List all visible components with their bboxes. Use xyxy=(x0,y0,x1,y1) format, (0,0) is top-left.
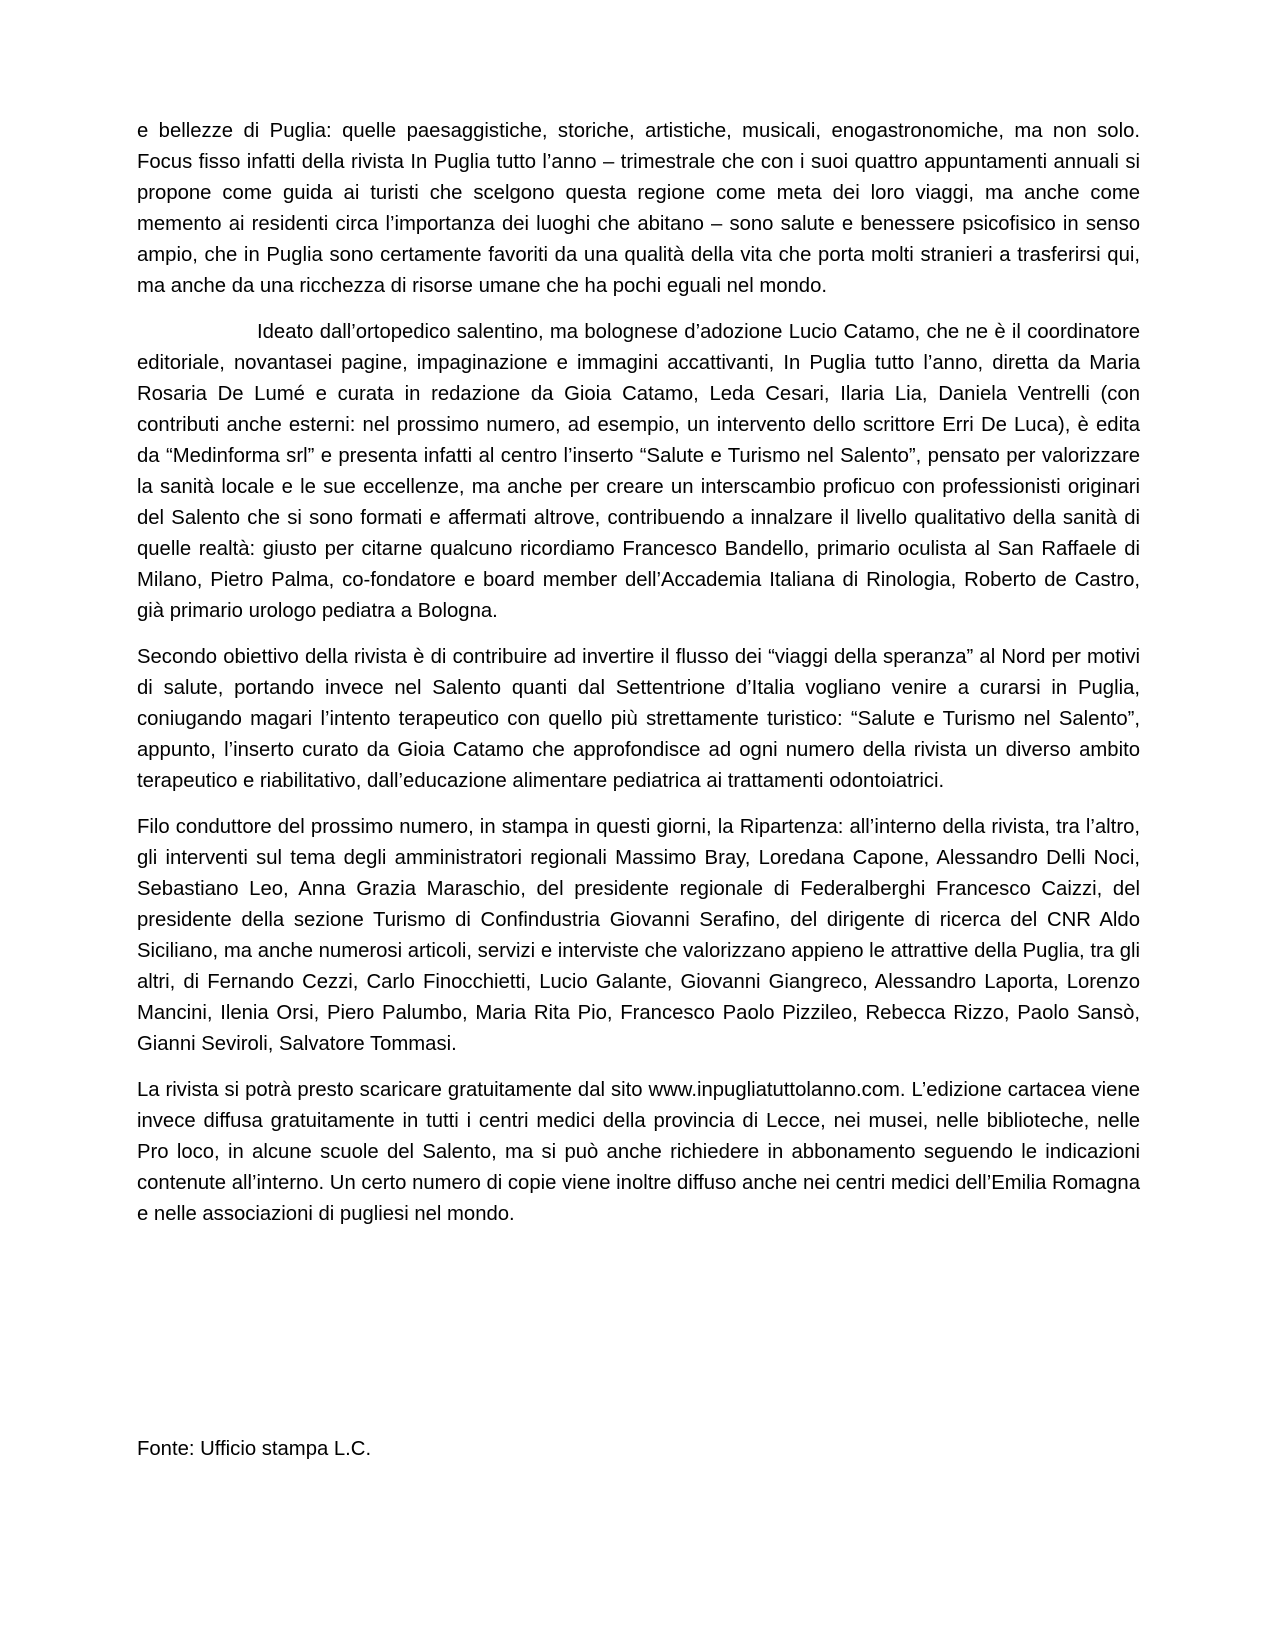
paragraph-1: e bellezze di Puglia: quelle paesaggistiche, storiche, artistiche, musicali, enogastronomiche, ma non solo. Focus fisso infatti della rivista In Puglia tutto l’anno – trimestrale che con i suoi quattro appuntamenti annuali si propone come guida ai turisti che scelgono questa regione come meta dei loro viaggi, ma anche come memento ai residenti circa l’importanza dei luoghi che abitano – sono salute e benessere psicofisico in senso ampio, che in Puglia sono certamente favoriti da una qualità della vita che porta molti stranieri a trasferirsi qui, ma anche da una ricchezza di risorse umane che ha pochi eguali nel mondo. xyxy=(137,120,1140,297)
paragraph-3: Secondo obiettivo della rivista è di contribuire ad invertire il flusso dei “viaggi della speranza” al Nord per motivi di salute, portando invece nel Salento quanti dal Settentrione d’Italia vogliano venire a curarsi in Puglia, coniugando magari l’intento terapeutico con quello più strettamente turistico: “Salute e Turismo nel Salento”, appunto, l’inserto curato da Gioia Catamo che approfondisce ad ogni numero della rivista un diverso ambito terapeutico e riabilitativo, dall’educazione alimentare pediatrica ai trattamenti odontoiatrici. xyxy=(137,646,1140,792)
paragraph-2-text: Ideato dall’ortopedico salentino, ma bolognese d’adozione Lucio Catamo, che ne è il coordinatore editoriale, novantasei pagine, impaginazione e immagini accattivanti, In Puglia tutto l’anno, diretta da Maria Rosaria De Lumé e curata in redazione da Gioia Catamo, Leda Cesari, Ilaria Lia, Daniela Ventrelli (con contributi anche esterni: nel prossimo numero, ad esempio, un intervento dello scrittore Erri De Luca), è edita da “Medinforma srl” e presenta infatti al centro l’inserto “Salute e Turismo nel Salento”, pensato per valorizzare la sanità locale e le sue eccellenze, ma anche per creare un interscambio proficuo con professionisti originari del Salento che si sono formati e affermati altrove, contribuendo a innalzare il livello qualitativo della sanità di quelle realtà: giusto per citarne qualcuno ricordiamo Francesco Bandello, primario oculista al San Raffaele di Milano, Pietro Palma, co-fondatore e board member dell’Accademia Italiana di Rinologia, Roberto de Castro, già primario urologo pediatra a Bologna. xyxy=(137,321,1140,622)
paragraph-5: La rivista si potrà presto scaricare gratuitamente dal sito www.inpugliatuttolanno.com. L’edizione cartacea viene invece diffusa gratuitamente in tutti i centri medici della provincia di Lecce, nei musei, nelle biblioteche, nelle Pro loco, in alcune scuole del Salento, ma si può anche richiedere in abbonamento seguendo le indicazioni contenute all’interno. Un certo numero di copie viene inoltre diffuso anche nei centri medici dell’Emilia Romagna e nelle associazioni di pugliesi nel mondo. xyxy=(137,1079,1140,1225)
paragraph-4: Filo conduttore del prossimo numero, in stampa in questi giorni, la Ripartenza: all’interno della rivista, tra l’altro, gli interventi sul tema degli amministratori regionali Massimo Bray, Loredana Capone, Alessandro Delli Noci, Sebastiano Leo, Anna Grazia Maraschio, del presidente regionale di Federalberghi Francesco Caizzi, del presidente della sezione Turismo di Confindustria Giovanni Serafino, del dirigente di ricerca del CNR Aldo Siciliano, ma anche numerosi articoli, servizi e interviste che valorizzano appieno le attrattive della Puglia, tra gli altri, di Fernando Cezzi, Carlo Finocchietti, Lucio Galante, Giovanni Giangreco, Alessandro Laporta, Lorenzo Mancini, Ilenia Orsi, Piero Palumbo, Maria Rita Pio, Francesco Paolo Pizzileo, Rebecca Rizzo, Paolo Sansò, Gianni Seviroli, Salvatore Tommasi. xyxy=(137,816,1140,1055)
paragraph-2 xyxy=(137,317,1140,627)
document-body xyxy=(137,116,1140,1245)
source-credit: Fonte: Ufficio stampa L.C. xyxy=(137,1438,372,1460)
